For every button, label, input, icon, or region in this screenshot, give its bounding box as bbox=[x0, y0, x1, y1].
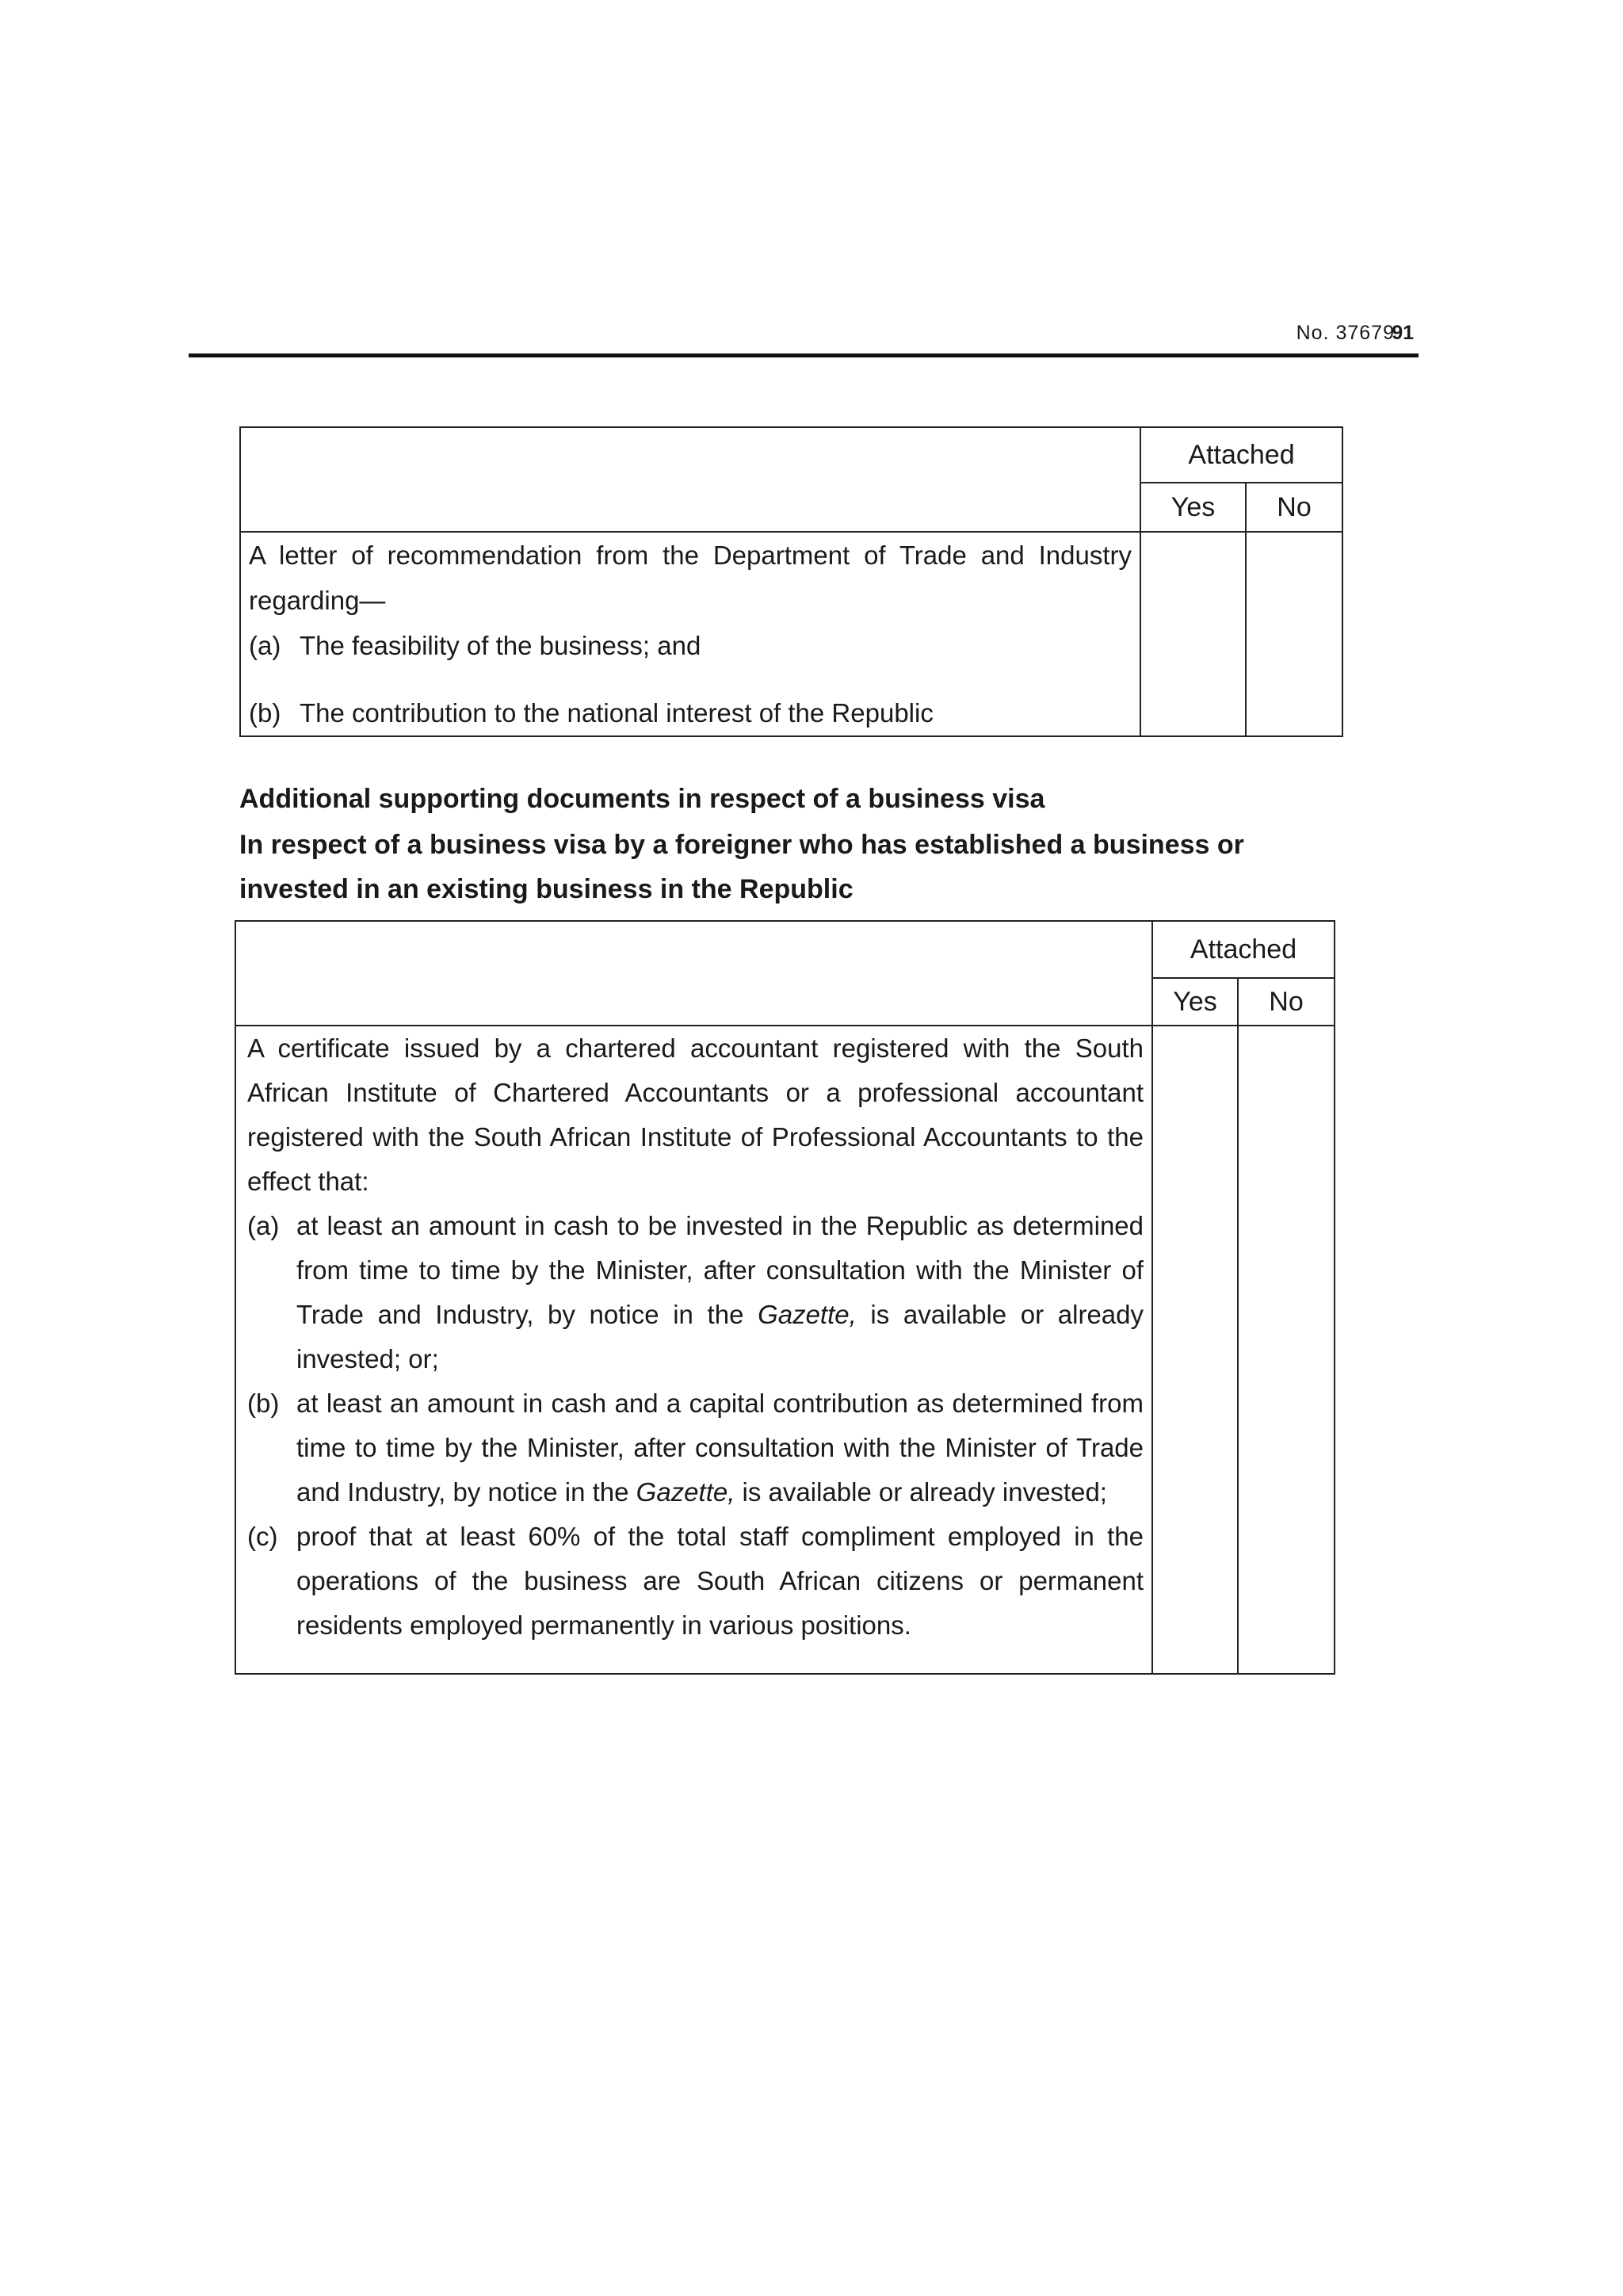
list-item bbox=[247, 1515, 1144, 1648]
gazette-italic: Gazette, bbox=[758, 1300, 857, 1329]
no-header: No bbox=[1238, 978, 1335, 1026]
list-item bbox=[247, 1381, 1144, 1515]
description-intro: A certificate issued by a chartered accountant registered with the South African Institute of Chartered Accountants or a professional accountant registered with the South African Institute of Professional Accountants to the effect that: bbox=[247, 1033, 1144, 1196]
table-header-blank bbox=[235, 921, 1152, 1026]
item-label: (a) bbox=[247, 1211, 280, 1240]
no-checkbox-cell[interactable] bbox=[1238, 1026, 1335, 1674]
attached-header: Attached bbox=[1140, 427, 1342, 483]
header-divider bbox=[189, 353, 1419, 357]
yes-checkbox-cell[interactable] bbox=[1152, 1026, 1238, 1674]
document-description bbox=[240, 532, 1140, 736]
item-label: (c) bbox=[247, 1522, 278, 1551]
item-text: The feasibility of the business; and bbox=[300, 631, 701, 660]
list-item bbox=[249, 623, 1132, 668]
section-heading: Additional supporting documents in respect of a business visa bbox=[239, 784, 1045, 814]
item-label: (b) bbox=[249, 698, 281, 728]
item-text: at least an amount in cash and a capital contribution as determined from time to time by the Minister, after consultation with the Minister of Trade and Industry, by notice in the Gazette, is available or already invested; bbox=[296, 1389, 1144, 1507]
item-text: at least an amount in cash to be invested in the Republic as determined from time to time by the Minister, after consultation with the Minister of Trade and Industry, by notice in the Gazette, is available or already invested; or; bbox=[296, 1211, 1144, 1373]
document-description bbox=[235, 1026, 1152, 1674]
yes-header: Yes bbox=[1140, 483, 1246, 532]
page-number: 91 bbox=[1392, 322, 1414, 344]
description-intro: A letter of recommendation from the Department of Trade and Industry regarding— bbox=[249, 541, 1132, 615]
attached-header: Attached bbox=[1152, 921, 1335, 978]
business-investment-checklist-table bbox=[235, 920, 1335, 1675]
yes-header: Yes bbox=[1152, 978, 1238, 1026]
yes-checkbox-cell[interactable] bbox=[1140, 532, 1246, 736]
table-header-blank bbox=[240, 427, 1140, 532]
no-checkbox-cell[interactable] bbox=[1246, 532, 1342, 736]
item-label: (a) bbox=[249, 631, 281, 660]
gazette-number: No. 37679 bbox=[1296, 322, 1395, 344]
item-text: The contribution to the national interest of the Republic bbox=[300, 698, 934, 728]
item-label: (b) bbox=[247, 1389, 280, 1418]
gazette-italic: Gazette, bbox=[636, 1477, 735, 1507]
item-text: proof that at least 60% of the total staff compliment employed in the operations of the business are South African citizens or permanent residents employed permanently in various positions. bbox=[296, 1522, 1144, 1640]
list-item bbox=[249, 690, 1132, 735]
no-header: No bbox=[1246, 483, 1342, 532]
dti-letter-checklist-table bbox=[239, 426, 1343, 737]
section-subheading: In respect of a business visa by a foreigner who has established a business or invested in an existing business in the Republic bbox=[239, 830, 1244, 904]
list-item bbox=[247, 1204, 1144, 1381]
